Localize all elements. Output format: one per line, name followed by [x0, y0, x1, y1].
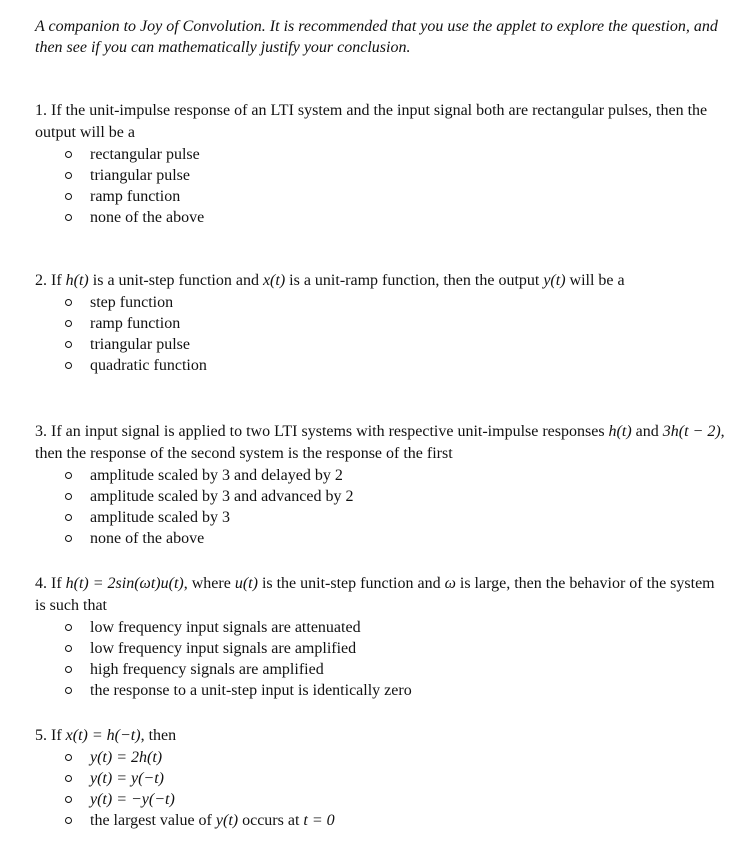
- option-bullet-icon: [65, 666, 72, 673]
- question-stem: 5. If x(t) = h(−t), then: [35, 727, 177, 744]
- option-item[interactable]: amplitude scaled by 3 and delayed by 2: [35, 465, 725, 486]
- option-item[interactable]: triangular pulse: [35, 334, 725, 355]
- option-item[interactable]: y(t) = −y(−t): [35, 789, 725, 810]
- option-bullet-icon: [65, 754, 72, 761]
- question-5: [35, 725, 725, 831]
- question-stem: 4. If h(t) = 2sin(ωt)u(t), where u(t) is the unit-step function and ω is large, then the behavior of the system is such that: [35, 575, 715, 614]
- options-list: [35, 747, 725, 831]
- option-bullet-icon: [65, 341, 72, 348]
- option-item[interactable]: amplitude scaled by 3: [35, 507, 725, 528]
- option-bullet-icon: [65, 493, 72, 500]
- question-number: 3.: [35, 423, 47, 440]
- option-bullet-icon: [65, 172, 72, 179]
- option-item[interactable]: amplitude scaled by 3 and advanced by 2: [35, 486, 725, 507]
- option-item[interactable]: the response to a unit-step input is identically zero: [35, 680, 725, 701]
- option-bullet-icon: [65, 472, 72, 479]
- option-bullet-icon: [65, 193, 72, 200]
- option-item[interactable]: low frequency input signals are attenuated: [35, 617, 725, 638]
- question-stem: 2. If h(t) is a unit-step function and x(t) is a unit-ramp function, then the output y(t) will be a: [35, 272, 625, 289]
- options-list: [35, 144, 725, 228]
- question-stem: 3. If an input signal is applied to two LTI systems with respective unit-impulse responses h(t) and 3h(t − 2), then the response of the second system is the response of the first: [35, 423, 725, 462]
- option-item[interactable]: quadratic function: [35, 355, 725, 376]
- option-bullet-icon: [65, 514, 72, 521]
- option-bullet-icon: [65, 775, 72, 782]
- intro-text: A companion to Joy of Convolution. It is recommended that you use the applet to explore the question, and then see if you can mathematically justify your conclusion.: [35, 18, 718, 56]
- option-bullet-icon: [65, 299, 72, 306]
- option-item[interactable]: none of the above: [35, 528, 725, 549]
- option-item[interactable]: none of the above: [35, 207, 725, 228]
- options-list: [35, 465, 725, 549]
- question-number: 4.: [35, 575, 47, 592]
- question-4: [35, 573, 725, 701]
- option-bullet-icon: [65, 320, 72, 327]
- option-item[interactable]: high frequency signals are amplified: [35, 659, 725, 680]
- option-bullet-icon: [65, 214, 72, 221]
- question-3: [35, 421, 725, 549]
- option-item[interactable]: rectangular pulse: [35, 144, 725, 165]
- question-stem: 1. If the unit-impulse response of an LTI system and the input signal both are rectangular pulses, then the output will be a: [35, 102, 708, 141]
- question-number: 2.: [35, 272, 47, 289]
- question-number: 1.: [35, 102, 47, 119]
- option-item[interactable]: ramp function: [35, 186, 725, 207]
- question-1: [35, 100, 725, 228]
- option-bullet-icon: [65, 624, 72, 631]
- option-item[interactable]: step function: [35, 292, 725, 313]
- option-bullet-icon: [65, 362, 72, 369]
- option-item[interactable]: triangular pulse: [35, 165, 725, 186]
- option-bullet-icon: [65, 796, 72, 803]
- option-bullet-icon: [65, 645, 72, 652]
- question-number: 5.: [35, 727, 47, 744]
- option-bullet-icon: [65, 151, 72, 158]
- option-item[interactable]: y(t) = 2h(t): [35, 747, 725, 768]
- question-2: [35, 270, 725, 376]
- options-list: [35, 617, 725, 701]
- options-list: [35, 292, 725, 376]
- option-bullet-icon: [65, 535, 72, 542]
- option-item[interactable]: the largest value of y(t) occurs at t = 0: [35, 810, 725, 831]
- option-bullet-icon: [65, 817, 72, 824]
- option-item[interactable]: low frequency input signals are amplified: [35, 638, 725, 659]
- option-item[interactable]: ramp function: [35, 313, 725, 334]
- option-bullet-icon: [65, 687, 72, 694]
- option-item[interactable]: y(t) = y(−t): [35, 768, 725, 789]
